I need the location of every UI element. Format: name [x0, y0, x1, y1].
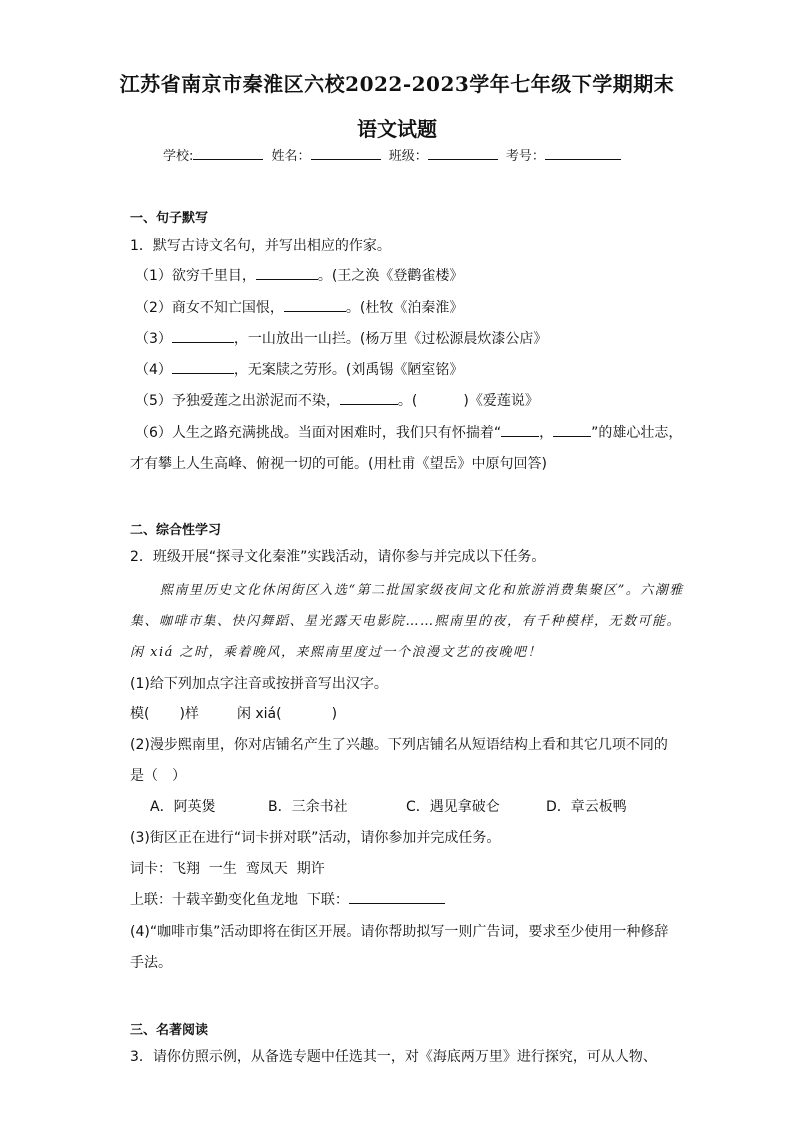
q1-item-2-text: （2）商女不知亡国恨， [135, 300, 284, 316]
couplet-lower-label: 下联： [306, 892, 349, 908]
exam-no-field[interactable] [545, 147, 621, 160]
passage-line-3: 闲 xiá 之时，乘着晚风，来熙南里度过一个浪漫文艺的夜晚吧！ [130, 645, 543, 660]
answer-blank[interactable] [340, 392, 398, 405]
q1-item-5-source: )《爱莲说》 [463, 393, 539, 409]
question-3-prompt: 3．请你仿照示例，从备选专题中任选其一，对《海底两万里》进行探究，可从人物、 [130, 1049, 657, 1065]
exam-no-label: 考号： [505, 149, 545, 164]
exam-title: 江苏省南京市秦淮区六校2022-2023学年七年级下学期期末 [119, 72, 675, 96]
couplet-answer-blank[interactable] [349, 891, 445, 904]
q1-item-6-sep: ， [539, 425, 554, 441]
word-card[interactable]: 期许 [296, 861, 325, 877]
section-heading-dictation: 一、句子默写 [130, 211, 209, 226]
q1-item-3-source: ，一山放出一山拦。(杨万里《过松源晨炊漆公店》 [233, 331, 548, 347]
section-heading-comprehensive: 二、综合性学习 [130, 523, 222, 538]
answer-blank[interactable] [172, 330, 234, 343]
q1-item-3-text: （3） [135, 331, 172, 347]
section-heading-classics: 三、名著阅读 [130, 1023, 209, 1038]
q2-sub2-line2: 是（ ） [130, 768, 186, 784]
answer-blank[interactable] [172, 361, 234, 374]
q1-item-4 [135, 359, 463, 379]
q1-item-3 [135, 328, 547, 348]
couplet-upper: 上联：十载辛勤变化鱼龙地 [130, 892, 298, 908]
answer-blank[interactable] [553, 424, 591, 437]
cards-label: 词卡： [130, 861, 172, 877]
q1-item-4-text: （4） [135, 362, 172, 378]
name-field[interactable] [311, 147, 381, 160]
q2-sub3: (3)街区正在进行“词卡拼对联”活动，请你参加并完成任务。 [130, 830, 501, 846]
q1-item-5-mid: 。( [397, 393, 418, 409]
passage-line-1: 熙南里历史文化休闲街区入选“第二批国家级夜间文化和旅游消费集聚区”。六潮雅 [160, 583, 684, 598]
couplet-row [130, 889, 445, 909]
q2-sub1-items [130, 703, 337, 723]
exam-subtitle: 语文试题 [357, 117, 437, 141]
q1-item-6-line2: 才有攀上人生高峰、俯视一切的可能。(用杜甫《望岳》中原句回答) [130, 456, 547, 472]
q1-item-6-text: （6）人生之路充满挑战。当面对困难时，我们只有怀揣着“ [135, 425, 502, 441]
q1-item-5 [135, 390, 539, 410]
question-2-prompt: 2．班级开展“探寻文化秦淮”实践活动，请你参与并完成以下任务。 [130, 549, 546, 565]
word-card[interactable]: 飞翔 [172, 861, 200, 877]
school-field[interactable] [193, 147, 263, 160]
q1-item-6-end: ”的雄心壮志， [591, 425, 683, 441]
word-cards-row [130, 858, 325, 878]
q1-item-1-text: （1）欲穷千里目， [135, 268, 256, 284]
name-label: 姓名： [271, 149, 311, 164]
class-field[interactable] [428, 147, 498, 160]
option-c[interactable]: C．遇见拿破仑 [406, 799, 500, 815]
q1-item-2-source: 。(杜牧《泊秦淮》 [345, 300, 464, 316]
school-label: 学校: [163, 149, 194, 164]
q2-sub1: (1)给下列加点字注音或按拼音写出汉字。 [130, 676, 388, 692]
q1-item-1-source: 。(王之涣《登鹳雀楼》 [317, 268, 464, 284]
pinyin-item-1-end: )样 [179, 706, 199, 722]
q2-sub4-line1: (4)“咖啡市集”活动即将在街区开展。请你帮助拟写一则广告词，要求至少使用一种修辞 [130, 924, 669, 940]
q2-sub4-line2: 手法。 [130, 955, 172, 971]
pinyin-item-1-start: 模( [130, 706, 150, 722]
q1-item-5-text: （5）予独爱莲之出淤泥而不染， [135, 393, 340, 409]
word-card[interactable]: 鸾凤天 [245, 861, 288, 877]
option-a[interactable]: A．阿英煲 [150, 799, 216, 815]
q1-item-2 [135, 297, 463, 317]
q1-item-4-source: ，无案牍之劳形。(刘禹锡《陋室铭》 [233, 362, 464, 378]
pinyin-item-2-start: 闲 xiá( [236, 706, 282, 722]
passage-line-2: 集、咖啡市集、快闪舞蹈、星光露天电影院……熙南里的夜，有千种模样，无数可能。 [130, 614, 682, 629]
q2-options [150, 796, 627, 816]
option-d[interactable]: D．章云板鸭 [546, 799, 627, 815]
question-1-prompt: 1．默写古诗文名句，并写出相应的作家。 [130, 238, 391, 254]
q1-item-6 [135, 422, 682, 442]
class-label: 班级： [388, 149, 428, 164]
q1-item-1 [135, 265, 463, 285]
q2-sub2-line1: (2)漫步熙南里，你对店铺名产生了兴趣。下列店铺名从短语结构上看和其它几项不同的 [130, 737, 668, 753]
option-b[interactable]: B．三余书社 [268, 799, 348, 815]
answer-blank[interactable] [284, 299, 346, 312]
word-card[interactable]: 一生 [208, 861, 237, 877]
pinyin-item-2-end: ) [331, 706, 338, 722]
answer-blank[interactable] [256, 267, 318, 280]
answer-blank[interactable] [501, 424, 539, 437]
student-info-row [163, 145, 625, 164]
